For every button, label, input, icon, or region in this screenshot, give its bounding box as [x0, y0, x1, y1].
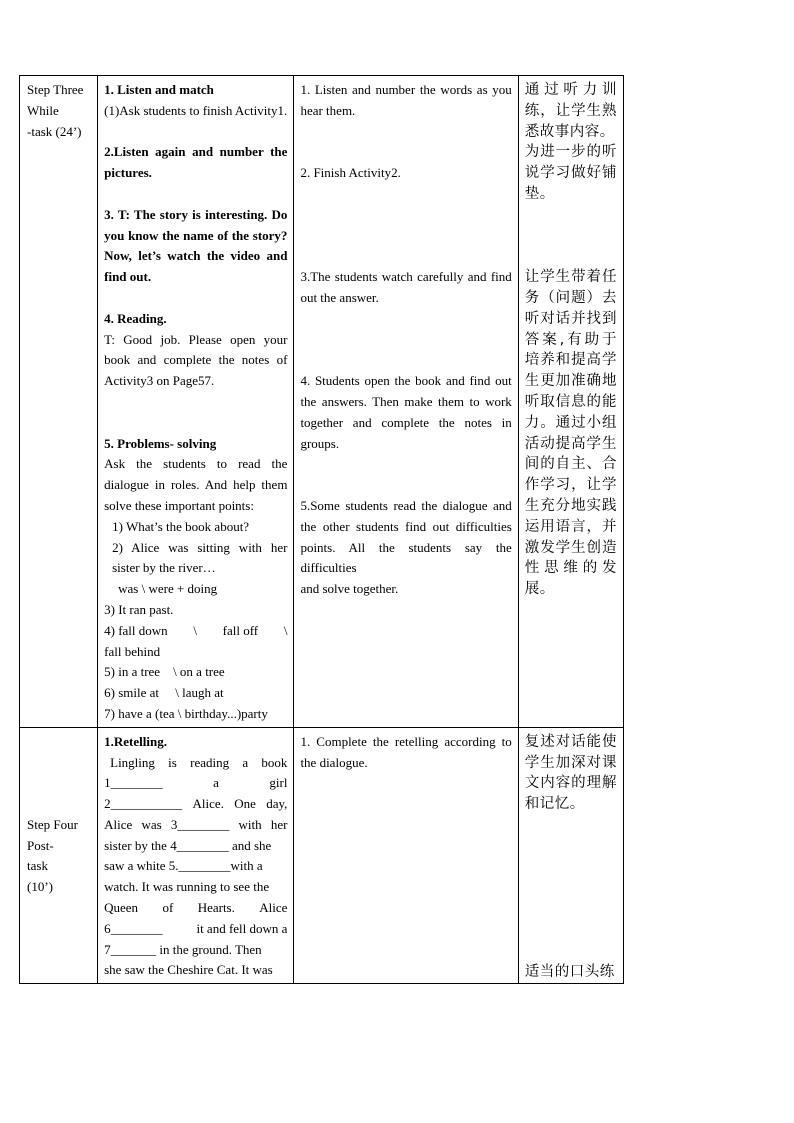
section-title: 5. Problems- solving [104, 435, 217, 451]
table-row [20, 727, 624, 984]
step-four-line: task [27, 858, 48, 874]
purpose-text: 复述对话能使学生加深对课文内容的理解和记忆。 [524, 733, 617, 813]
student-activity: 4. Students open the book and find out the answers. Then make them to work together and complete the notes in groups. [300, 373, 512, 451]
step-four-cell [20, 727, 98, 984]
point-item: 5) in a tree \ on a tree [104, 664, 225, 680]
section-title: 1. Listen and match [104, 82, 214, 97]
section-title: 1.Retelling. [104, 733, 167, 749]
step-four-line: Step Four [27, 816, 78, 832]
step-four-line: (10’) [27, 879, 53, 895]
purpose-text: 为进一步的听说学习做好铺垫。 [524, 144, 617, 202]
step-three-line: While [27, 102, 59, 118]
student-activity-cell [294, 76, 518, 728]
retelling-line: 7_______ in the ground. Then [104, 941, 262, 957]
section-body: (1)Ask students to finish Activity1. [104, 102, 288, 118]
section-title: 4. Reading. [104, 310, 167, 326]
retelling-cell [98, 727, 294, 984]
point-item: was \ were + doing [118, 581, 218, 597]
purpose-cell [518, 76, 623, 728]
student-activity: 1. Complete the retelling according to the dialogue. [300, 733, 512, 770]
step-four-line: Post- [27, 837, 54, 853]
point-item: 2) Alice was sitting with her sister by the river… [112, 539, 288, 576]
section-title: 2.Listen again and number the pictures. [104, 144, 288, 181]
student-activity: 1. Listen and number the words as you hear them. [300, 82, 512, 118]
section-title: 3. T: The story is interesting. Do you know the name of the story? Now, let’s watch the video and find out. [104, 206, 288, 285]
student-activity: 5.Some students read the dialogue and the other students find out difficulties points. All the students say the difficulties [300, 497, 512, 576]
purpose-text: 让学生带着任务（问题）去听对话并找到答案,有助于培养和提高学生更加准确地听取信息的能力。通过小组活动提高学生间的自主、合作学习，让学生充分地实践运用语言，并激发学生创造性思维的发展。 [524, 269, 617, 598]
student-activity: and solve together. [300, 581, 399, 597]
teacher-activity-cell [98, 76, 294, 728]
section-body: T: Good job. Please open your book and complete the notes of Activity3 on Page57. [104, 331, 288, 389]
point-item: fall behind [104, 643, 161, 659]
step-three-cell [20, 76, 98, 728]
point-item: 3) It ran past. [104, 601, 174, 617]
retelling-line: Lingling is reading a book [110, 754, 288, 770]
step-three-line: -task (24’) [27, 123, 82, 139]
retelling-line: 1________ a girl [104, 775, 288, 791]
point-item: 6) smile at \ laugh at [104, 685, 224, 701]
purpose-cell [518, 727, 623, 984]
table-row [20, 76, 624, 728]
student-activity: 3.The students watch carefully and find out the answer. [300, 269, 512, 305]
lesson-plan-table [19, 75, 624, 984]
purpose-text: 通过听力训练，让学生熟悉故事内容。 [524, 82, 617, 140]
retelling-line: Queen of Hearts. Alice [104, 900, 288, 916]
retelling-line: she saw the Cheshire Cat. It was [104, 962, 273, 978]
retelling-line: 2___________ Alice. One day, [104, 796, 288, 812]
retelling-line: sister by the 4________ and she [104, 837, 272, 853]
point-item: 4) fall down \ fall off \ [104, 622, 288, 638]
point-item: 1) What’s the book about? [112, 518, 250, 534]
student-activity-cell [294, 727, 518, 984]
purpose-text: 适当的口头练 [524, 964, 615, 981]
retelling-line: watch. It was running to see the [104, 879, 270, 895]
section-body: Ask the students to read the dialogue in roles. And help them solve these important points: [104, 456, 288, 513]
retelling-line: Alice was 3________ with her [104, 816, 288, 832]
retelling-line: saw a white 5.________with a [104, 858, 263, 874]
retelling-line: 6________ it and fell down a [104, 920, 288, 936]
student-activity: 2. Finish Activity2. [300, 165, 401, 181]
point-item: 7) have a (tea \ birthday...)party [104, 705, 268, 721]
step-three-line: Step Three [27, 82, 84, 97]
